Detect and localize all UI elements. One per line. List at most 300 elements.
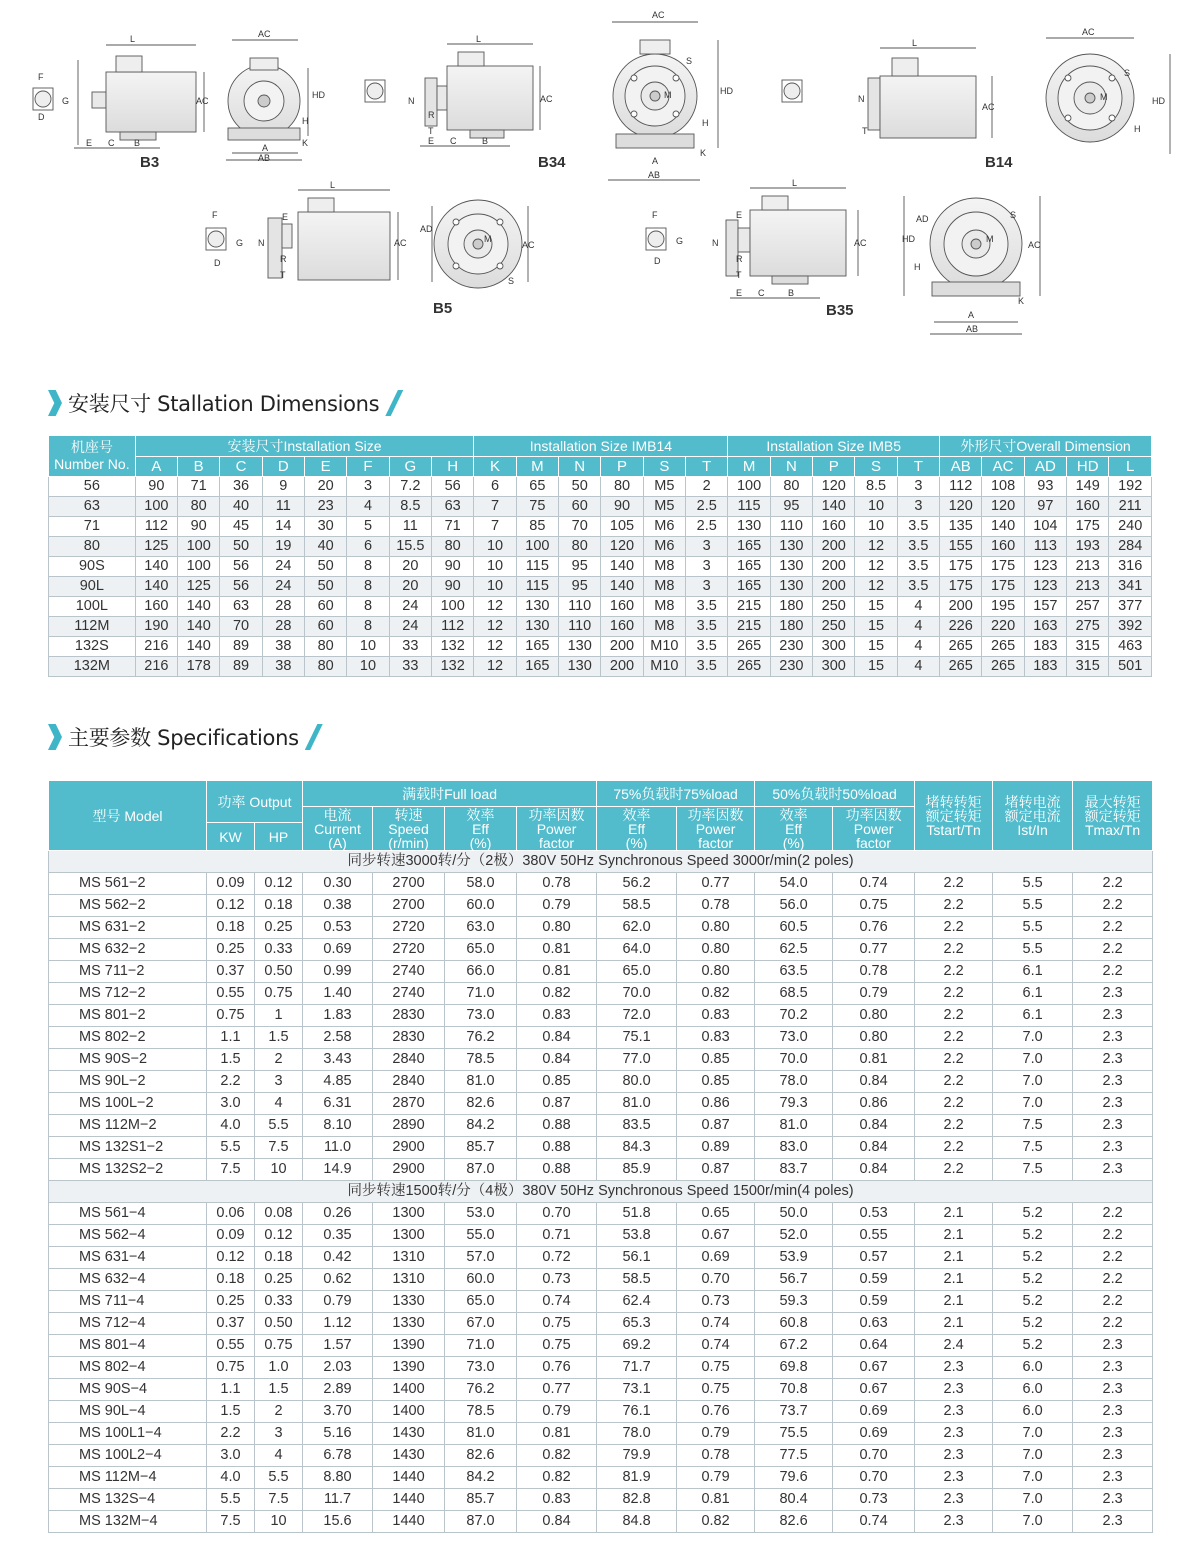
table-cell: 11 xyxy=(262,497,304,517)
eff50-line2: Eff xyxy=(785,820,803,837)
model-cell: MS 132S1−2 xyxy=(49,1137,207,1159)
table-cell: 226 xyxy=(940,617,982,637)
table-cell: 130 xyxy=(559,657,601,677)
table-cell: 265 xyxy=(728,637,770,657)
table-cell: 100 xyxy=(516,537,558,557)
table-cell: 2.3 xyxy=(1073,1005,1153,1027)
table-cell: 81.0 xyxy=(597,1093,677,1115)
table-cell: 1.12 xyxy=(303,1313,373,1335)
dim-label-ac-side: AC xyxy=(854,238,867,248)
table-cell: 78.5 xyxy=(445,1049,517,1071)
group-header: 安装尺寸Installation Size xyxy=(135,436,474,457)
table-cell: 0.25 xyxy=(207,1291,255,1313)
table-cell: 178 xyxy=(178,657,220,677)
table-cell: 8.10 xyxy=(303,1115,373,1137)
table-cell: 0.59 xyxy=(833,1269,915,1291)
dim-label-ac: AC xyxy=(1028,240,1041,250)
table-cell: 85 xyxy=(516,517,558,537)
tmax-line1: 最大转矩 xyxy=(1084,793,1141,810)
table-cell: 56.2 xyxy=(597,873,677,895)
column-header: N xyxy=(770,457,812,477)
table-cell: 7.5 xyxy=(207,1511,255,1533)
dim-label-hd: HD xyxy=(312,90,325,100)
table-row xyxy=(49,1027,1153,1049)
table-row xyxy=(49,1049,1153,1071)
table-cell: 0.82 xyxy=(517,1445,597,1467)
table-cell: 1400 xyxy=(373,1401,445,1423)
table-cell: 80 xyxy=(559,537,601,557)
table-cell: 81.0 xyxy=(445,1071,517,1093)
eff-header xyxy=(445,807,517,851)
table-cell: 1440 xyxy=(373,1489,445,1511)
table-cell: 175 xyxy=(982,577,1024,597)
table-cell: 165 xyxy=(728,557,770,577)
table-cell: 300 xyxy=(813,657,855,677)
table-cell: 3.5 xyxy=(897,557,939,577)
table-cell: 72.0 xyxy=(597,1005,677,1027)
table-cell: 5.2 xyxy=(993,1225,1073,1247)
table-cell: 3 xyxy=(686,577,728,597)
speed-line2: Speed xyxy=(388,820,429,837)
table-cell: 69.8 xyxy=(755,1357,833,1379)
table-cell: 90L xyxy=(49,577,136,597)
table-cell: 60.0 xyxy=(445,1269,517,1291)
table-cell: 0.85 xyxy=(517,1071,597,1093)
table-cell: 165 xyxy=(516,657,558,677)
column-header: AC xyxy=(982,457,1024,477)
table-cell: 0.80 xyxy=(517,917,597,939)
dim-label-t: T xyxy=(862,126,868,136)
table-cell: 0.64 xyxy=(833,1335,915,1357)
table-cell: 193 xyxy=(1067,537,1109,557)
table-cell: 23 xyxy=(305,497,347,517)
table-cell: 3.0 xyxy=(207,1093,255,1115)
hp-header: HP xyxy=(255,823,303,851)
table-cell: 2740 xyxy=(373,961,445,983)
table-cell: 73.0 xyxy=(755,1027,833,1049)
dim-label-h: H xyxy=(1134,124,1141,134)
table-cell: 100 xyxy=(728,477,770,497)
table-cell: 0.78 xyxy=(677,895,755,917)
table-cell: 70 xyxy=(559,517,601,537)
table-cell: 0.81 xyxy=(517,939,597,961)
table-cell: 2.3 xyxy=(915,1489,993,1511)
table-cell: 52.0 xyxy=(755,1225,833,1247)
table-cell: 0.75 xyxy=(207,1357,255,1379)
table-cell: 51.8 xyxy=(597,1203,677,1225)
table-cell: 2.2 xyxy=(1073,1225,1153,1247)
table-cell: 2830 xyxy=(373,1027,445,1049)
table-cell: 56.0 xyxy=(755,895,833,917)
ist-line1: 堵转电流 xyxy=(1004,793,1061,810)
pf50-line1: 功率因数 xyxy=(845,806,902,823)
table-cell: 1430 xyxy=(373,1423,445,1445)
table-cell: 501 xyxy=(1109,657,1152,677)
table-cell: 38 xyxy=(262,637,304,657)
table-cell: 0.84 xyxy=(833,1071,915,1093)
ist-line2: 额定电流 xyxy=(1004,807,1061,824)
table-cell: 76.2 xyxy=(445,1379,517,1401)
table-cell: 3.5 xyxy=(897,537,939,557)
eff50-line3: (%) xyxy=(782,834,805,851)
table-cell: 2.2 xyxy=(207,1071,255,1093)
table-cell: 183 xyxy=(1024,637,1066,657)
section-title-text: 安装尺寸 Stallation Dimensions xyxy=(68,392,380,416)
dim-label-h: H xyxy=(914,262,921,272)
table-cell: 65.0 xyxy=(597,961,677,983)
table-cell: 160 xyxy=(135,597,177,617)
mount-label-b3: B3 xyxy=(140,154,160,171)
table-cell: 10 xyxy=(255,1511,303,1533)
column-header: N xyxy=(559,457,601,477)
table-cell: 4 xyxy=(897,597,939,617)
table-cell: 0.78 xyxy=(517,873,597,895)
table-cell: 6.1 xyxy=(993,983,1073,1005)
dim-label-d: D xyxy=(38,112,45,122)
table-cell: 0.59 xyxy=(833,1291,915,1313)
dim-label-b: B xyxy=(788,288,795,298)
table-cell: 69.2 xyxy=(597,1335,677,1357)
chevron-right-icon xyxy=(48,390,62,416)
table-cell: 56 xyxy=(431,477,473,497)
table-row xyxy=(49,1225,1153,1247)
table-cell: 155 xyxy=(940,537,982,557)
table-cell: 130 xyxy=(770,537,812,557)
table-cell: 140 xyxy=(135,557,177,577)
table-cell: 82.6 xyxy=(445,1445,517,1467)
table-cell: 12 xyxy=(855,537,897,557)
slash-decoration-icon xyxy=(305,724,323,750)
table-cell: 0.84 xyxy=(833,1137,915,1159)
table-cell: 53.8 xyxy=(597,1225,677,1247)
dim-label-c: C xyxy=(758,288,765,298)
table-cell: 11 xyxy=(389,517,431,537)
dim-label-l: L xyxy=(330,180,336,190)
table-cell: 0.84 xyxy=(833,1115,915,1137)
table-cell: 50 xyxy=(305,557,347,577)
table-cell: 160 xyxy=(1067,497,1109,517)
table-cell: 2.3 xyxy=(1073,1489,1153,1511)
table-cell: 5.5 xyxy=(993,939,1073,961)
table-cell: 95 xyxy=(559,577,601,597)
table-cell: 79.9 xyxy=(597,1445,677,1467)
table-cell: 0.83 xyxy=(677,1027,755,1049)
table-cell: 33 xyxy=(389,657,431,677)
table-cell: M6 xyxy=(643,517,685,537)
table-row xyxy=(49,557,1152,577)
table-cell: 0.81 xyxy=(517,961,597,983)
column-header: M xyxy=(516,457,558,477)
table-cell: 5 xyxy=(347,517,389,537)
table-cell: 100 xyxy=(431,597,473,617)
table-cell: 2.3 xyxy=(1073,1335,1153,1357)
table-cell: 89 xyxy=(220,637,262,657)
table-cell: 0.62 xyxy=(303,1269,373,1291)
dim-label-ad: AD xyxy=(420,224,433,234)
table-row xyxy=(49,1071,1153,1093)
table-cell: 6.1 xyxy=(993,1005,1073,1027)
table-cell: 7 xyxy=(474,517,516,537)
table-cell: 115 xyxy=(728,497,770,517)
table-cell: 24 xyxy=(262,577,304,597)
table-row xyxy=(49,1137,1153,1159)
table-cell: 120 xyxy=(601,537,643,557)
table-cell: 0.69 xyxy=(303,939,373,961)
table-cell: 0.86 xyxy=(677,1093,755,1115)
dim-label-ac: AC xyxy=(1082,27,1095,37)
table-cell: 165 xyxy=(516,637,558,657)
table-cell: 2900 xyxy=(373,1159,445,1181)
dim-label-m: M xyxy=(484,234,492,244)
table-cell: 3 xyxy=(347,477,389,497)
table-cell: 1.57 xyxy=(303,1335,373,1357)
table-row xyxy=(49,895,1153,917)
table-cell: 1300 xyxy=(373,1225,445,1247)
column-header: G xyxy=(389,457,431,477)
dim-label-c: C xyxy=(108,138,115,148)
table-cell: 0.82 xyxy=(677,983,755,1005)
table-cell: 81.9 xyxy=(597,1467,677,1489)
table-cell: 56 xyxy=(49,477,136,497)
table-cell: 0.06 xyxy=(207,1203,255,1225)
model-cell: MS 711−4 xyxy=(49,1291,207,1313)
table-cell: 24 xyxy=(262,557,304,577)
pf-header xyxy=(517,807,597,851)
table-cell: 130 xyxy=(516,597,558,617)
table-cell: 1 xyxy=(255,1005,303,1027)
table-cell: 165 xyxy=(728,577,770,597)
table-cell: 0.74 xyxy=(517,1291,597,1313)
table-cell: 15 xyxy=(855,637,897,657)
dim-label-a: A xyxy=(968,310,975,320)
table-cell: 316 xyxy=(1109,557,1152,577)
table-cell: 2.3 xyxy=(1073,1401,1153,1423)
table-cell: 10 xyxy=(347,657,389,677)
table-cell: 15 xyxy=(855,657,897,677)
eff50-line1: 效率 xyxy=(779,806,808,823)
table-cell: 123 xyxy=(1024,557,1066,577)
table-cell: 0.53 xyxy=(833,1203,915,1225)
table-cell: 1310 xyxy=(373,1247,445,1269)
model-cell: MS 632−2 xyxy=(49,939,207,961)
table-cell: 2.3 xyxy=(915,1379,993,1401)
number-header xyxy=(49,436,136,477)
table-cell: 1.1 xyxy=(207,1379,255,1401)
table-cell: 1400 xyxy=(373,1379,445,1401)
table-cell: 108 xyxy=(982,477,1024,497)
model-cell: MS 711−2 xyxy=(49,961,207,983)
table-cell: 7.0 xyxy=(993,1049,1073,1071)
dim-label-e: E xyxy=(736,210,743,220)
table-cell: 104 xyxy=(1024,517,1066,537)
table-cell: 38 xyxy=(262,657,304,677)
table-cell: 275 xyxy=(1067,617,1109,637)
table-cell: 10 xyxy=(855,497,897,517)
table-cell: 66.0 xyxy=(445,961,517,983)
pf-line1: 功率因数 xyxy=(528,806,585,823)
dim-label-ac-side: AC xyxy=(394,238,407,248)
table-cell: 0.84 xyxy=(517,1511,597,1533)
table-cell: 0.70 xyxy=(833,1445,915,1467)
dim-label-l: L xyxy=(912,38,918,48)
table-cell: 160 xyxy=(601,617,643,637)
table-cell: 2.2 xyxy=(1073,895,1153,917)
table-cell: 125 xyxy=(178,577,220,597)
table-cell: 97 xyxy=(1024,497,1066,517)
table-cell: 0.25 xyxy=(255,1269,303,1291)
mount-label-b35: B35 xyxy=(826,302,854,319)
table-cell: 4.85 xyxy=(303,1071,373,1093)
table-cell: 80 xyxy=(305,637,347,657)
table-cell: 76.1 xyxy=(597,1401,677,1423)
table-cell: 300 xyxy=(813,637,855,657)
pf50-header xyxy=(833,807,915,851)
table-cell: 265 xyxy=(982,657,1024,677)
table-cell: 265 xyxy=(728,657,770,677)
table-cell: 5.5 xyxy=(255,1115,303,1137)
table-cell: 100 xyxy=(178,557,220,577)
eff75-line3: (%) xyxy=(625,834,648,851)
eff-line2: Eff xyxy=(472,820,489,837)
model-cell: MS 90S−4 xyxy=(49,1379,207,1401)
table-cell: 71.7 xyxy=(597,1357,677,1379)
table-cell: 3 xyxy=(686,537,728,557)
table-cell: 65 xyxy=(516,477,558,497)
dim-label-k: K xyxy=(302,138,309,148)
column-header: K xyxy=(474,457,516,477)
table-cell: 0.33 xyxy=(255,1291,303,1313)
table-cell: 110 xyxy=(770,517,812,537)
b14-side-view xyxy=(782,48,992,138)
table-cell: 0.18 xyxy=(255,1247,303,1269)
table-cell: 0.86 xyxy=(833,1093,915,1115)
table-cell: 6.0 xyxy=(993,1379,1073,1401)
table-cell: 0.18 xyxy=(207,917,255,939)
dim-label-l: L xyxy=(130,34,136,44)
column-header: L xyxy=(1109,457,1152,477)
model-cell: MS 100L1−4 xyxy=(49,1423,207,1445)
table-cell: 15.6 xyxy=(303,1511,373,1533)
table-cell: 1.40 xyxy=(303,983,373,1005)
table-cell: 175 xyxy=(982,557,1024,577)
table-cell: 20 xyxy=(389,577,431,597)
table-cell: 130 xyxy=(559,637,601,657)
column-header: F xyxy=(347,457,389,477)
table-cell: 220 xyxy=(982,617,1024,637)
table-cell: 12 xyxy=(474,597,516,617)
model-cell: MS 132M−4 xyxy=(49,1511,207,1533)
table-cell: 7.0 xyxy=(993,1467,1073,1489)
dim-label-c: C xyxy=(450,136,457,146)
current-header xyxy=(303,807,373,851)
model-cell: MS 631−4 xyxy=(49,1247,207,1269)
pf-line2: Power xyxy=(536,820,577,837)
table-cell: 68.5 xyxy=(755,983,833,1005)
table-cell: 216 xyxy=(135,657,177,677)
table-cell: 62.0 xyxy=(597,917,677,939)
table-cell: 95 xyxy=(770,497,812,517)
table-cell: 0.81 xyxy=(517,1423,597,1445)
table-cell: 8.5 xyxy=(389,497,431,517)
table-row xyxy=(49,939,1153,961)
full-load-header: 满载时Full load xyxy=(303,781,597,807)
table-cell: 140 xyxy=(601,557,643,577)
table-cell: 3.5 xyxy=(897,577,939,597)
table-cell: 3.43 xyxy=(303,1049,373,1071)
table-cell: 73.7 xyxy=(755,1401,833,1423)
model-cell: MS 562−4 xyxy=(49,1225,207,1247)
table-cell: 2840 xyxy=(373,1071,445,1093)
table-cell: 1.5 xyxy=(255,1379,303,1401)
table-cell: 0.84 xyxy=(517,1027,597,1049)
dim-label-ad: AD xyxy=(916,214,929,224)
table-cell: 50 xyxy=(305,577,347,597)
tstart-line2: 额定转矩 xyxy=(925,807,982,824)
model-cell: MS 631−2 xyxy=(49,917,207,939)
table-cell: 15.5 xyxy=(389,537,431,557)
table-cell: 7.0 xyxy=(993,1489,1073,1511)
table-cell: 0.80 xyxy=(677,939,755,961)
speed-line1: 转速 xyxy=(394,806,423,823)
table-cell: 63.5 xyxy=(755,961,833,983)
group-header: Installation Size IMB5 xyxy=(728,436,940,457)
table-cell: 53.9 xyxy=(755,1247,833,1269)
table-cell: 2.3 xyxy=(915,1445,993,1467)
table-cell: 82.6 xyxy=(445,1093,517,1115)
dim-label-l: L xyxy=(792,178,798,188)
table-cell: 54.0 xyxy=(755,873,833,895)
dim-label-f: F xyxy=(212,210,218,220)
table-cell: 3 xyxy=(255,1423,303,1445)
table-cell: 215 xyxy=(728,597,770,617)
table-cell: 130 xyxy=(770,577,812,597)
table-cell: 8.80 xyxy=(303,1467,373,1489)
table-cell: 71 xyxy=(431,517,473,537)
table-cell: 40 xyxy=(305,537,347,557)
table-cell: 2.3 xyxy=(1073,1357,1153,1379)
table-cell: 5.2 xyxy=(993,1335,1073,1357)
dim-label-t: T xyxy=(428,126,434,136)
table-cell: 2 xyxy=(255,1401,303,1423)
model-cell: MS 802−2 xyxy=(49,1027,207,1049)
dim-label-l: L xyxy=(476,34,482,44)
table-cell: 1.5 xyxy=(255,1027,303,1049)
table-cell: 0.79 xyxy=(677,1467,755,1489)
table-cell: 7.0 xyxy=(993,1027,1073,1049)
table-cell: 8 xyxy=(347,617,389,637)
table-cell: 120 xyxy=(940,497,982,517)
output-header: 功率 Output xyxy=(207,781,303,823)
table-cell: 0.69 xyxy=(677,1247,755,1269)
table-cell: 2700 xyxy=(373,873,445,895)
table-cell: 84.3 xyxy=(597,1137,677,1159)
table-cell: 40 xyxy=(220,497,262,517)
table-cell: 2700 xyxy=(373,895,445,917)
mount-label-b14: B14 xyxy=(985,154,1013,171)
table-cell: 132S xyxy=(49,637,136,657)
speed-line3: (r/min) xyxy=(388,834,429,851)
table-cell: 0.76 xyxy=(517,1357,597,1379)
table-cell: 2890 xyxy=(373,1115,445,1137)
table-cell: 84.2 xyxy=(445,1467,517,1489)
dim-label-r: R xyxy=(428,110,435,120)
table-cell: 1.83 xyxy=(303,1005,373,1027)
table-cell: 2.3 xyxy=(1073,983,1153,1005)
table-cell: 79.3 xyxy=(755,1093,833,1115)
column-header: HD xyxy=(1067,457,1109,477)
table-row xyxy=(49,1093,1153,1115)
table-cell: 0.78 xyxy=(833,961,915,983)
